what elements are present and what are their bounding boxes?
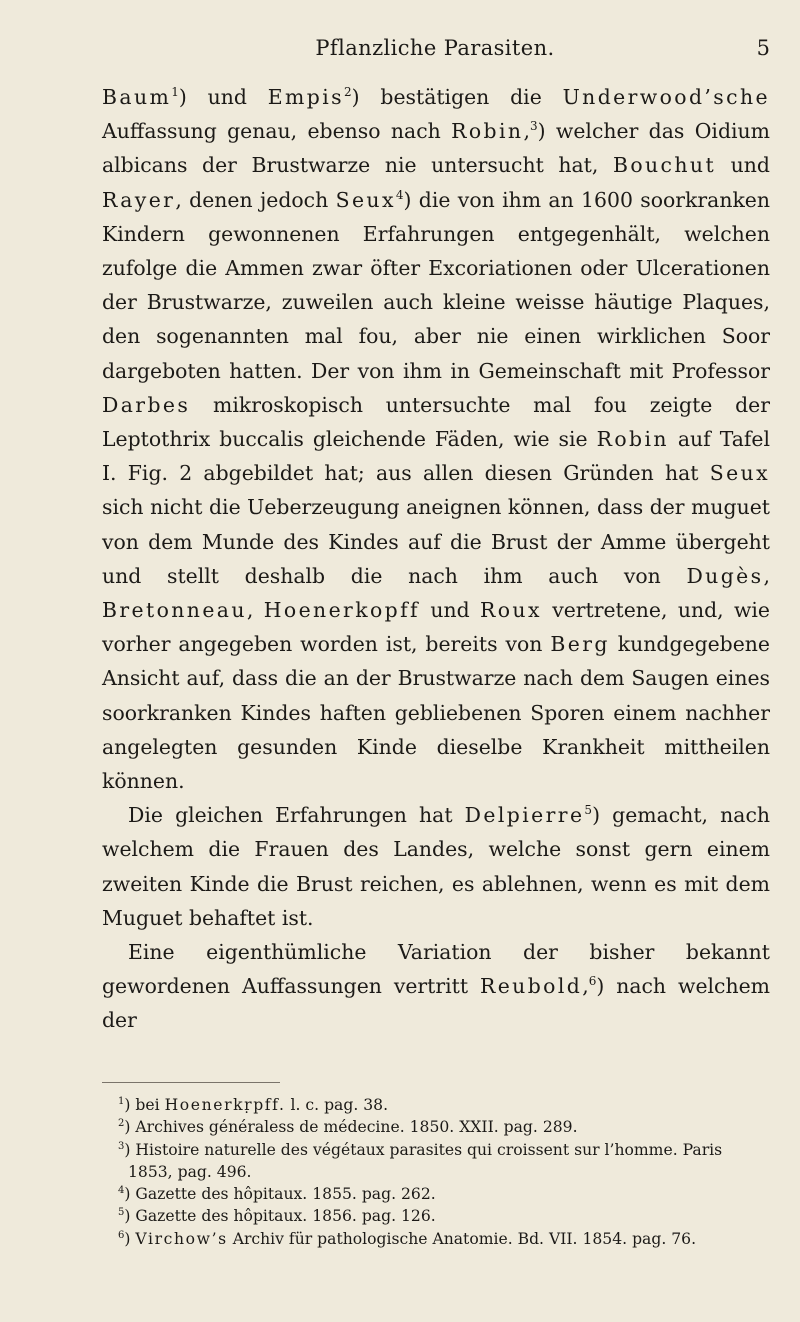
footnote-text: Histoire naturelle des végétaux parasites qui croissent sur l’homme. Paris 1853, pag. 496. [128, 1140, 723, 1181]
text-run: , [523, 119, 530, 144]
footnote-text: Archiv für pathologische Anatomie. Bd. VII. 1854. pag. 76. [227, 1229, 697, 1248]
text-run: und [716, 153, 770, 178]
text-run: , denen jedoch [175, 187, 336, 212]
text-run: kundgegebene Ansicht auf, dass die an der Brustwarze nach dem Saugen eines soorkranken Kindes haften gebliebenen Sporen einem nachher angelegten gesunden Kinde dieselbe Krankheit mittheilen können. [102, 632, 771, 794]
author-name: Bretonneau [102, 598, 247, 623]
text-run: ) nach welchem der [102, 974, 770, 1033]
footnote [102, 1183, 770, 1205]
footnote-ref: 2 [344, 85, 352, 99]
text-run: ) welcher das Oidium albicans der Brustwarze nie untersucht hat, [102, 119, 770, 178]
text-run: ) die von ihm an 1600 soorkranken Kindern gewonnenen Erfahrungen entgegenhält, welchen zufolge die Ammen zwar öfter Excoriationen oder Ulcerationen der Brustwarze, zuweilen auch kleine weisse häutige Plaques, den sogenannten mal fou, aber nie einen wirklichen Soor dargeboten hatten. Der von ihm in Gemeinschaft mit Professor [102, 187, 771, 383]
footnote-text: ) [124, 1229, 136, 1248]
author-name: Hoenerkopff [263, 598, 420, 623]
text-run: vertretene, und, wie vorher angegeben worden ist, bereits von [102, 598, 771, 657]
text-run: , [246, 598, 264, 623]
author-name: Underwood’sche [562, 85, 770, 109]
footnote-marker: 2 [118, 1118, 125, 1130]
footnote [102, 1116, 770, 1138]
author-name: Seux [709, 461, 770, 486]
author-name: Reubold [479, 974, 583, 999]
footnote-text: l. c. pag. 38. [285, 1096, 389, 1114]
text-run: , [582, 974, 589, 999]
text-run: auf Tafel I. Fig. 2 abgebildet hat; aus allen diesen Gründen hat [102, 427, 771, 486]
text-run: ) bestätigen die [351, 85, 563, 109]
text-run: Eine eigenthümliche Variation der bisher bekannt gewordenen Auffassungen vertritt [102, 940, 770, 999]
footnote-ref: 4 [395, 187, 404, 202]
footnote-text: Archives généraless de médecine. 1850. XXII. pag. 289. [135, 1118, 578, 1137]
footnote [102, 1139, 770, 1184]
footnote-marker: 1 [118, 1096, 125, 1107]
text-run: sich nicht die Ueberzeugung aneignen können, dass der muguet von dem Munde des Kindes auf die Brust der Amme übergeht und stellt deshalb die nach ihm auch von [102, 495, 770, 588]
footnote-divider [102, 1082, 280, 1083]
footnote-author: Hoenerkṛpff. [164, 1096, 286, 1114]
footnote-text: Gazette des hôpitaux. 1856. pag. 126. [135, 1207, 436, 1226]
author-name: Delpierre [464, 803, 585, 828]
text-run: und [419, 598, 480, 623]
page-number: 5 [756, 36, 770, 60]
footnote-text: ) [124, 1140, 136, 1159]
footnote-ref: 1 [171, 85, 179, 99]
text-run: Auffassung genau, ebenso nach [102, 119, 452, 144]
footnote-ref: 5 [584, 803, 593, 818]
author-name: Baum [102, 85, 172, 109]
author-name: Empis [267, 85, 345, 109]
footnote-text: ) [124, 1118, 136, 1137]
footnote [102, 1094, 770, 1116]
author-name: Bouchut [612, 153, 717, 178]
footnote-marker: 4 [118, 1185, 125, 1197]
running-header [100, 36, 770, 66]
author-name: Roux [479, 598, 542, 623]
footnote-marker: 3 [118, 1140, 125, 1152]
footnote-text: ) [124, 1185, 136, 1204]
footnote-ref: 6 [588, 974, 597, 989]
footnote-text: bei [135, 1096, 165, 1114]
footnote-marker: 5 [118, 1207, 125, 1219]
text-run: mikroskopisch untersuchte mal fou zeigte der Leptothrix buccalis gleichende Fäden, wie sie [102, 392, 770, 452]
footnote-ref: 3 [529, 119, 538, 134]
footnotes [102, 1094, 770, 1250]
footnote [102, 1205, 770, 1227]
paragraph-3 [102, 935, 770, 1038]
footnote-author: Virchow’s [135, 1229, 228, 1248]
footnote-text: ) [124, 1207, 136, 1226]
paragraph-1 [102, 80, 770, 798]
paragraph-2 [102, 798, 770, 935]
text-run: Die gleichen Erfahrungen hat [128, 803, 465, 828]
text-run: ) und [178, 85, 268, 109]
text-run: ) gemacht, nach welchem die Frauen des Landes, welche sonst gern einem zweiten Kinde die Brust reichen, es ablehnen, wenn es mit dem Muguet behaftet ist. [102, 803, 770, 930]
footnote [102, 1228, 770, 1250]
author-name: Berg [550, 632, 610, 657]
running-title: Pflanzliche Parasiten. [315, 36, 555, 60]
main-text [102, 80, 770, 1038]
footnote-text: ) [124, 1096, 136, 1114]
text-run: , [763, 563, 770, 588]
author-name: Seux [335, 187, 396, 212]
author-name: Darbes [102, 392, 191, 417]
footnote-marker: 6 [118, 1229, 125, 1241]
author-name: Rayer [102, 187, 176, 212]
author-name: Dugès [686, 563, 764, 588]
footnote-text: Gazette des hôpitaux. 1855. pag. 262. [135, 1185, 436, 1204]
author-name: Robin [596, 427, 669, 452]
author-name: Robin [451, 119, 524, 144]
